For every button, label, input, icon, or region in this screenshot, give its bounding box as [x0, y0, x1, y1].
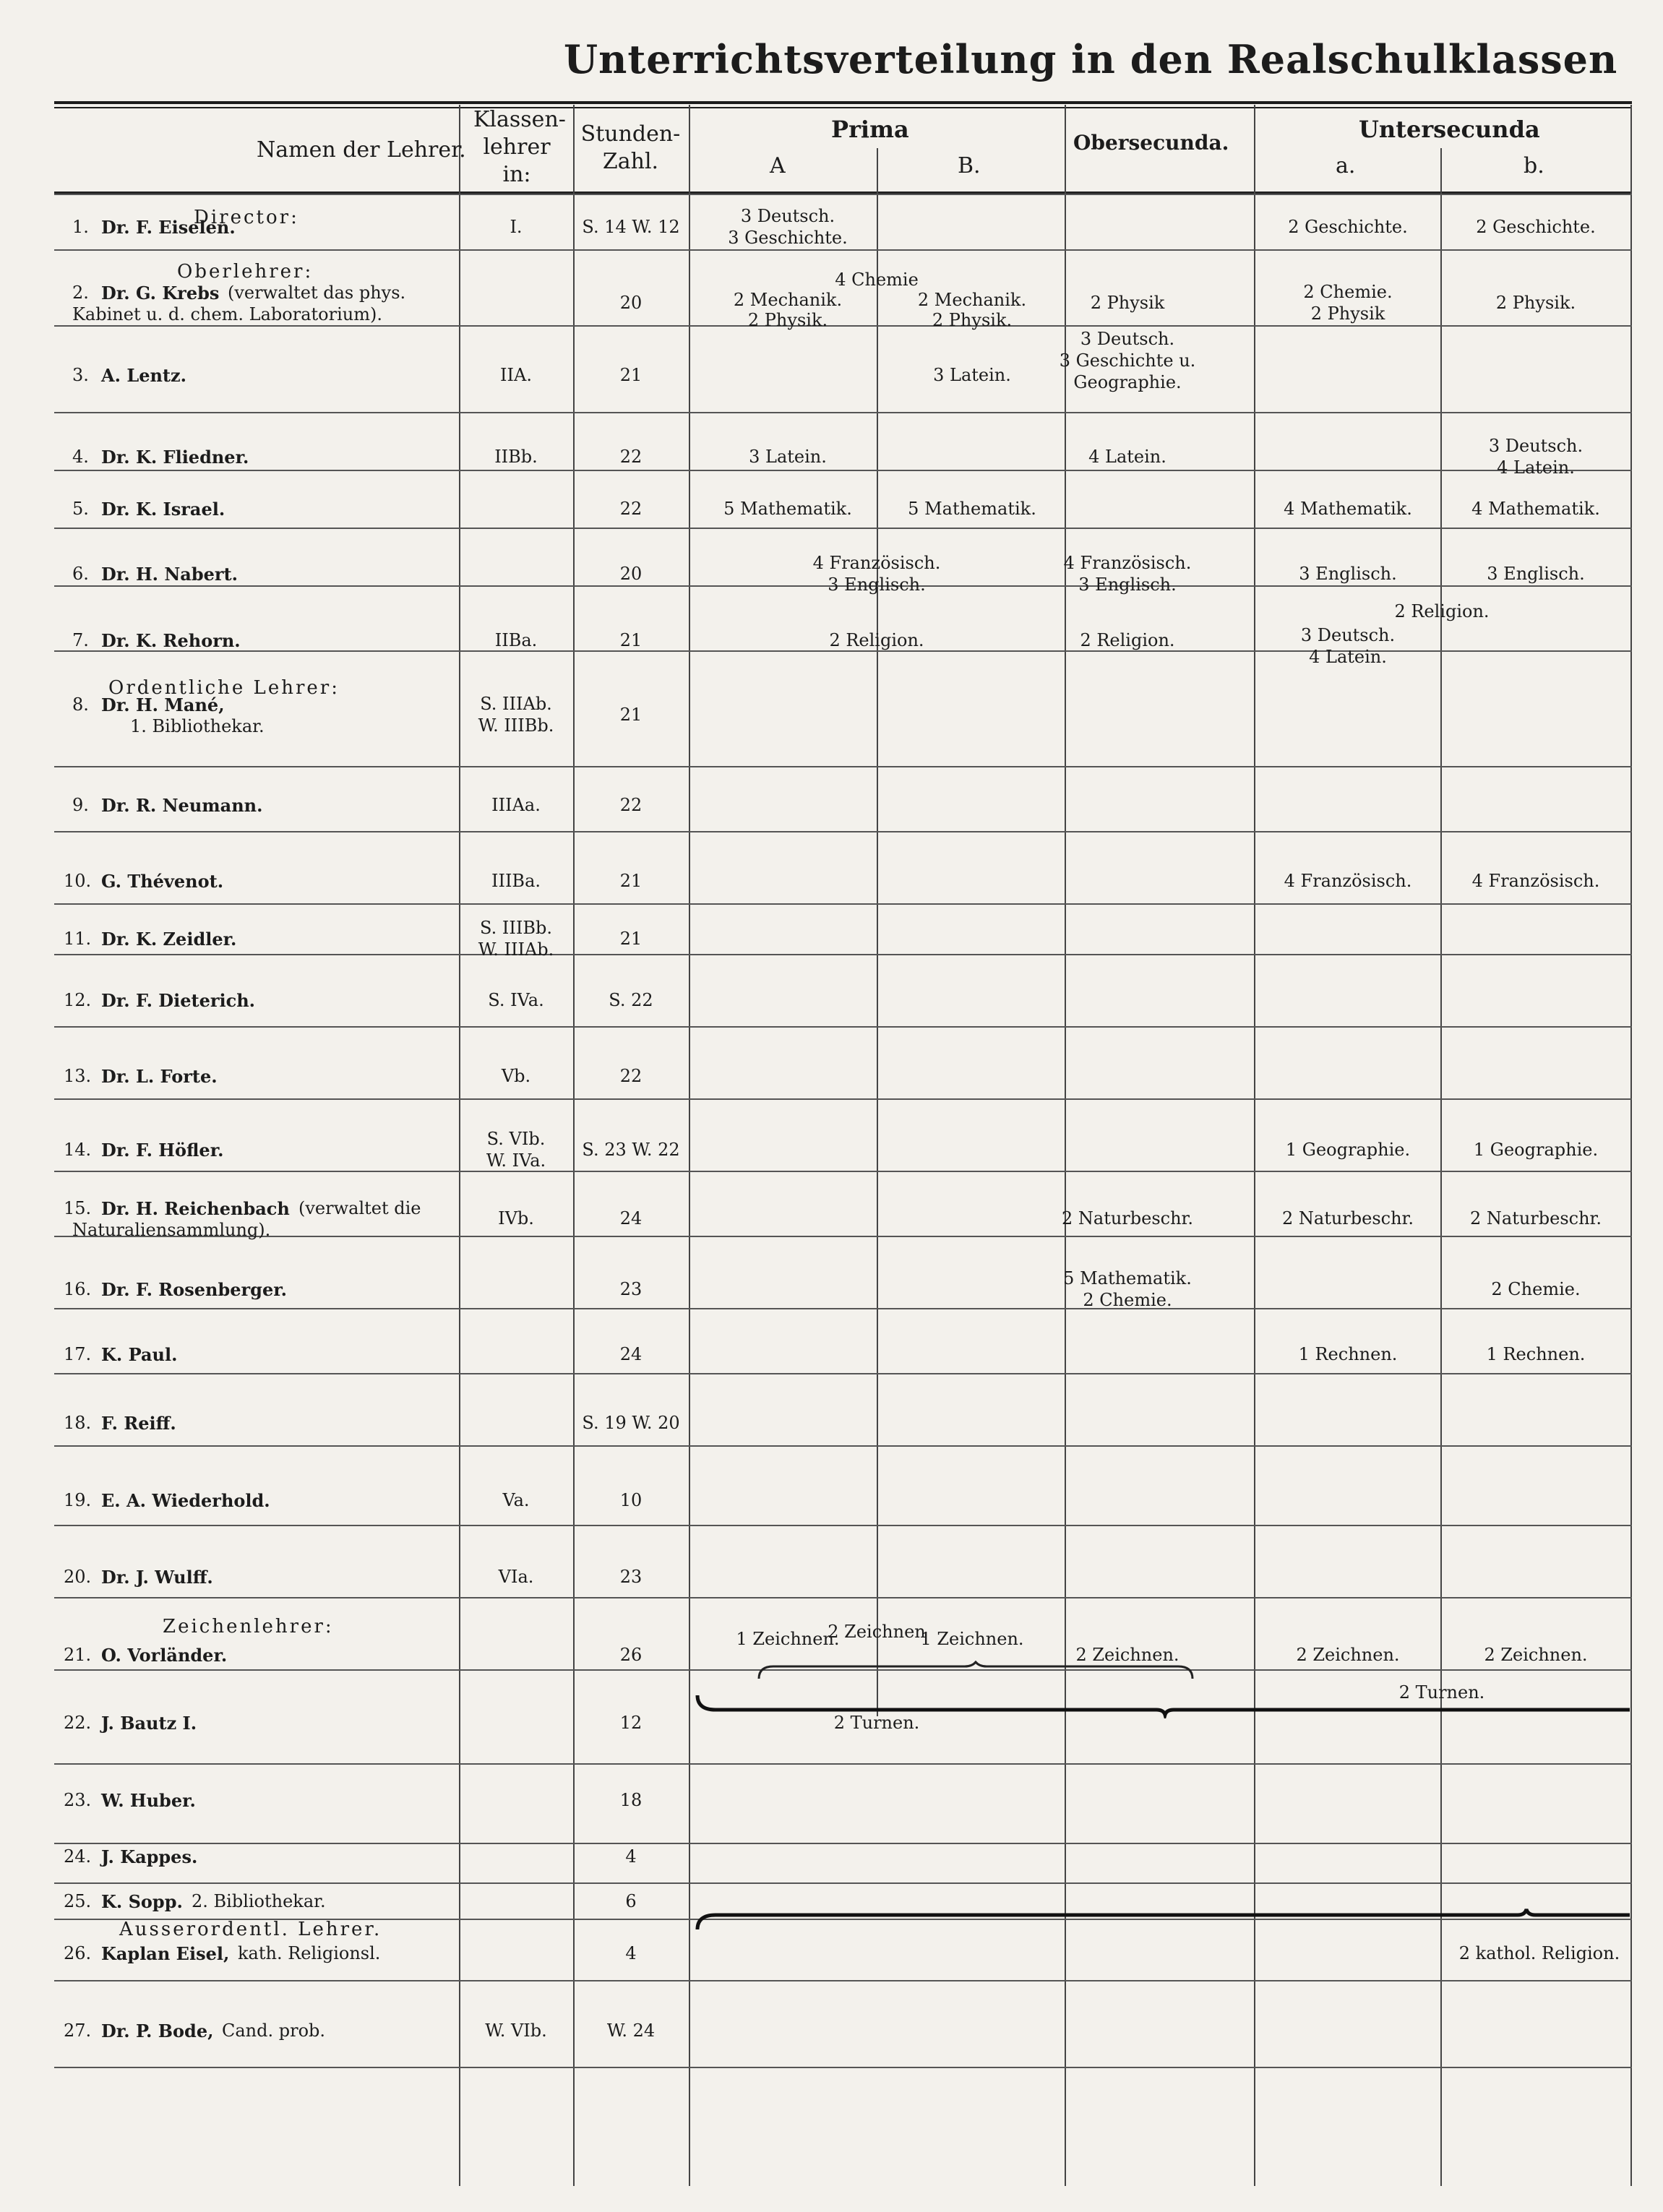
row-separator	[54, 194, 1632, 195]
teacher-name: Dr. K. Fliedner.	[101, 447, 249, 468]
header-prima-a: A	[770, 153, 786, 178]
row-separator	[54, 1373, 1632, 1374]
col-rule-6	[1630, 105, 1632, 2186]
header-klassenlehrer-3: in:	[502, 162, 531, 187]
stundenzahl-value: S. 22	[609, 990, 653, 1010]
obersecunda-subject: 4 Latein.	[1088, 447, 1166, 467]
row-separator	[54, 325, 1632, 327]
untersecunda-subject: 2 Religion.	[1394, 601, 1490, 621]
teacher-name: Kaplan Eisel,	[101, 1943, 230, 1964]
untersecunda-b-subject: 2 Naturbeschr.	[1469, 1208, 1602, 1228]
obersecunda-subject: 3 Deutsch.	[1080, 329, 1175, 349]
row-separator	[54, 1843, 1632, 1844]
teacher-number: 24.	[64, 1846, 92, 1867]
row-separator	[54, 1171, 1632, 1172]
section-ausserordentl: Ausserordentl. Lehrer.	[119, 1919, 382, 1940]
teacher-note: (verwaltet das phys.	[228, 283, 406, 303]
klassenlehrer-value: VIa.	[498, 1567, 534, 1587]
klassenlehrer-value: Vb.	[501, 1066, 531, 1086]
teacher-number: 18.	[64, 1413, 92, 1433]
untersecunda-a-subject: 3 Deutsch.	[1300, 625, 1396, 645]
header-stunden-2: Zahl.	[602, 149, 659, 174]
teacher-name: Dr. F. Dieterich.	[101, 990, 256, 1011]
teacher-note: Naturaliensammlung).	[72, 1220, 271, 1240]
teacher-number: 20.	[64, 1567, 92, 1587]
row-separator	[54, 1882, 1632, 1884]
teacher-number: 22.	[64, 1713, 92, 1733]
header-klassenlehrer-1: Klassen-	[473, 107, 566, 132]
untersecunda-a-subject: 2 Naturbeschr.	[1281, 1208, 1414, 1228]
teacher-number: 27.	[64, 2021, 92, 2041]
section-zeichenlehrer: Zeichenlehrer:	[163, 1616, 334, 1638]
teacher-name: Dr. K. Zeidler.	[101, 929, 237, 950]
teacher-name: Dr. F. Rosenberger.	[101, 1279, 288, 1300]
row-separator	[54, 1098, 1632, 1100]
klassenlehrer-value: I.	[510, 217, 523, 237]
row-separator	[54, 1308, 1632, 1309]
klassenlehrer-value: W. IIIAb.	[478, 939, 554, 960]
teacher-number: 16.	[64, 1279, 92, 1299]
stundenzahl-value: S. 14 W. 12	[582, 217, 680, 237]
teacher-number: 9.	[72, 795, 89, 815]
untersecunda-a-subject: 1 Geographie.	[1285, 1140, 1411, 1160]
klassenlehrer-value: S. IIIAb.	[480, 694, 552, 714]
untersecunda-b-subject: 4 Latein.	[1497, 457, 1575, 478]
untersecunda-a-subject: 2 Geschichte.	[1288, 217, 1408, 237]
teacher-number: 25.	[64, 1891, 92, 1911]
teacher-name: Dr. F. Höfler.	[101, 1140, 224, 1161]
teacher-number: 10.	[64, 871, 92, 891]
prima-turnen-brace	[755, 1661, 1196, 1682]
col-rule-unter-mid	[1440, 148, 1442, 2186]
prima-subject: 4 Chemie	[835, 270, 919, 290]
prima-a-subject: 1 Zeichnen.	[736, 1629, 840, 1649]
prima-a-subject: 2 Mechanik.	[733, 290, 843, 310]
teacher-name: K. Sopp.	[101, 1891, 183, 1912]
stundenzahl-value: 4	[625, 1943, 637, 1963]
teacher-name: K. Paul.	[101, 1344, 178, 1365]
stundenzahl-value: 21	[619, 630, 643, 650]
teacher-number: 11.	[64, 929, 92, 949]
obersecunda-subject: 5 Mathematik.	[1063, 1268, 1192, 1288]
col-rule-prima-mid	[877, 148, 878, 1716]
header-untersecunda: Untersecunda	[1359, 116, 1540, 143]
klassenlehrer-value: IIBa.	[494, 630, 538, 650]
teacher-number: 23.	[64, 1790, 92, 1810]
untersecunda-b-subject: 1 Rechnen.	[1486, 1344, 1586, 1364]
header-untersecunda-b: b.	[1524, 153, 1544, 178]
row-separator	[54, 1525, 1632, 1526]
teacher-name: Dr. L. Forte.	[101, 1066, 218, 1087]
teacher-name: J. Bautz I.	[101, 1713, 197, 1734]
row-separator	[54, 954, 1632, 955]
teacher-number: 26.	[64, 1943, 92, 1963]
untersecunda-subject: 2 Turnen.	[1398, 1682, 1485, 1703]
klassenlehrer-value: Va.	[502, 1490, 530, 1510]
stundenzahl-value: 22	[619, 1066, 643, 1086]
header-stunden-1: Stunden-	[580, 121, 681, 147]
col-rule-3	[689, 105, 690, 2186]
teacher-number: 8.	[72, 694, 89, 715]
teacher-number: 6.	[72, 564, 89, 584]
teacher-number: 7.	[72, 630, 89, 650]
stundenzahl-value: 24	[619, 1344, 643, 1364]
row-separator	[54, 1026, 1632, 1028]
teacher-number: 13.	[64, 1066, 92, 1086]
stundenzahl-value: S. 23 W. 22	[582, 1140, 680, 1160]
teacher-number: 5.	[72, 499, 89, 519]
teacher-number: 14.	[64, 1140, 92, 1160]
klassenlehrer-value: S. IIIBb.	[480, 918, 552, 938]
header-prima-b: B.	[958, 153, 981, 178]
row-separator	[54, 249, 1632, 251]
stundenzahl-value: 26	[619, 1645, 643, 1665]
teacher-name: G. Thévenot.	[101, 871, 224, 892]
klassenlehrer-value: W. VIb.	[485, 2021, 547, 2041]
teacher-name: Dr. F. Eiselen.	[101, 217, 236, 238]
teacher-name: F. Reiff.	[101, 1413, 176, 1434]
prima-a-subject: 3 Deutsch.	[740, 206, 835, 226]
stundenzahl-value: 22	[619, 447, 643, 467]
turnen-brace	[694, 1690, 1633, 1718]
teacher-name: E. A. Wiederhold.	[101, 1490, 270, 1511]
stundenzahl-value: 23	[619, 1279, 643, 1299]
stundenzahl-value: 6	[625, 1891, 637, 1911]
stundenzahl-value: 22	[619, 499, 643, 519]
teacher-note: 2. Bibliothekar.	[192, 1891, 326, 1911]
header-klassenlehrer-2: lehrer	[483, 134, 551, 160]
header-names: Namen der Lehrer.	[257, 137, 466, 163]
col-rule-2	[573, 105, 575, 2186]
prima-b-subject: 5 Mathematik.	[908, 499, 1036, 519]
klassenlehrer-value: S. VIb.	[486, 1129, 546, 1149]
stundenzahl-value: 21	[619, 365, 643, 385]
untersecunda-a-subject: 4 Mathematik.	[1284, 499, 1412, 519]
obersecunda-subject: 2 Chemie.	[1083, 1290, 1172, 1310]
teacher-name: Dr. G. Krebs	[101, 283, 220, 304]
teacher-name: Dr. K. Israel.	[101, 499, 225, 520]
stundenzahl-value: 18	[619, 1790, 643, 1810]
teacher-note: Kabinet u. d. chem. Laboratorium).	[72, 304, 382, 324]
teacher-number: 19.	[64, 1490, 92, 1510]
prima-a-subject: 2 Physik.	[747, 310, 828, 330]
stundenzahl-value: 22	[619, 795, 643, 815]
prima-a-subject: 3 Geschichte.	[728, 228, 848, 248]
stundenzahl-value: 24	[619, 1208, 643, 1228]
teacher-number: 21.	[64, 1645, 92, 1665]
untersecunda-b-subject: 2 Zeichnen.	[1484, 1645, 1588, 1665]
untersecunda-b-subject: 4 Französisch.	[1471, 871, 1600, 891]
teacher-name: Dr. R. Neumann.	[101, 795, 263, 816]
stundenzahl-value: 21	[619, 929, 643, 949]
section-director: Director:	[194, 207, 299, 228]
row-separator	[54, 528, 1632, 529]
teacher-number: 4.	[72, 447, 89, 467]
untersecunda-a-subject: 4 Latein.	[1309, 647, 1387, 667]
untersecunda-b-subject: 3 Englisch.	[1487, 564, 1585, 584]
col-rule-5	[1254, 105, 1255, 2186]
row-separator	[54, 1597, 1632, 1598]
teacher-note: 1. Bibliothekar.	[130, 716, 265, 736]
prima-b-subject: 2 Mechanik.	[917, 290, 1027, 310]
stundenzahl-value: W. 24	[606, 2021, 656, 2041]
klassenlehrer-value: IIIBa.	[491, 871, 541, 891]
stundenzahl-value: 23	[619, 1567, 643, 1587]
klassenlehrer-value: IIA.	[500, 365, 532, 385]
col-rule-1	[459, 105, 460, 2186]
top-rule-thin	[54, 107, 1632, 108]
row-separator	[54, 1236, 1632, 1237]
teacher-name: Dr. J. Wulff.	[101, 1567, 213, 1588]
teacher-number: 17.	[64, 1344, 92, 1364]
teacher-note: Cand. prob.	[222, 2021, 326, 2041]
row-separator	[54, 1445, 1632, 1447]
row-separator	[54, 1980, 1632, 1981]
klassenlehrer-value: W. IIIBb.	[478, 715, 554, 736]
row-separator	[54, 831, 1632, 832]
untersecunda-b-subject: 1 Geographie.	[1473, 1140, 1599, 1160]
untersecunda-b-subject: 4 Mathematik.	[1471, 499, 1600, 519]
teacher-number: 1.	[72, 217, 89, 237]
prima-a-subject: 3 Latein.	[749, 447, 827, 467]
untersecunda-b-subject: 2 Physik.	[1495, 293, 1576, 313]
teacher-note: kath. Religionsl.	[238, 1943, 381, 1963]
teacher-number: 3.	[72, 365, 89, 385]
teacher-name: A. Lentz.	[101, 365, 186, 386]
religion-brace	[694, 1908, 1633, 1937]
stundenzahl-value: 21	[619, 871, 643, 891]
untersecunda-b-subject: 2 Geschichte.	[1476, 217, 1596, 237]
prima-subject: 2 Zeichnen	[828, 1622, 926, 1642]
page-title: Unterrichtsverteilung in den Realschulklassen	[564, 36, 1618, 82]
stundenzahl-value: 4	[625, 1846, 637, 1867]
untersecunda-subject: 2 kathol. Religion.	[1458, 1943, 1620, 1963]
teacher-number: 12.	[64, 990, 92, 1010]
teacher-name: J. Kappes.	[101, 1846, 198, 1867]
col-rule-4	[1065, 105, 1066, 2186]
header-obersecunda: Obersecunda.	[1073, 131, 1229, 155]
teacher-name: O. Vorländer.	[101, 1645, 228, 1666]
untersecunda-a-subject: 1 Rechnen.	[1298, 1344, 1398, 1364]
obersecunda-subject: 2 Naturbeschr.	[1061, 1208, 1194, 1228]
untersecunda-b-subject: 2 Chemie.	[1491, 1279, 1581, 1299]
row-separator	[54, 2067, 1632, 2068]
teacher-name: Dr. H. Reichenbach	[101, 1198, 290, 1219]
obersecunda-subject: 4 Französisch.	[1063, 553, 1192, 573]
teacher-name: Dr. H. Nabert.	[101, 564, 238, 585]
untersecunda-a-subject: 2 Zeichnen.	[1296, 1645, 1400, 1665]
klassenlehrer-value: W. IVa.	[486, 1150, 546, 1171]
untersecunda-a-subject: 4 Französisch.	[1284, 871, 1412, 891]
prima-subject: 2 Turnen.	[833, 1713, 920, 1733]
teacher-number: 2.	[72, 283, 89, 303]
klassenlehrer-value: S. IVa.	[488, 990, 544, 1010]
obersecunda-subject: 2 Zeichnen.	[1075, 1645, 1179, 1665]
stundenzahl-value: 20	[619, 293, 643, 313]
klassenlehrer-value: IVb.	[498, 1208, 534, 1228]
untersecunda-a-subject: 2 Physik	[1310, 304, 1385, 324]
top-rule	[54, 101, 1632, 104]
prima-subject: 3 Englisch.	[828, 574, 926, 595]
prima-b-subject: 1 Zeichnen.	[920, 1629, 1024, 1649]
row-separator	[54, 412, 1632, 413]
row-separator	[54, 1763, 1632, 1765]
teacher-note: (verwaltet die	[298, 1198, 421, 1218]
obersecunda-subject: 2 Physik	[1090, 293, 1165, 313]
obersecunda-subject: 2 Religion.	[1080, 630, 1175, 650]
teacher-number: 15.	[64, 1198, 92, 1218]
untersecunda-b-subject: 3 Deutsch.	[1488, 436, 1583, 456]
untersecunda-a-subject: 3 Englisch.	[1299, 564, 1397, 584]
teacher-name: W. Huber.	[101, 1790, 196, 1811]
stundenzahl-value: 12	[619, 1713, 643, 1733]
teacher-name: Dr. H. Mané,	[101, 694, 225, 715]
prima-subject: 4 Französisch.	[812, 553, 941, 573]
section-ordentliche: Ordentliche Lehrer:	[108, 677, 340, 699]
row-separator	[54, 470, 1632, 471]
obersecunda-subject: 3 Geschichte u.	[1059, 350, 1196, 371]
section-oberlehrer: Oberlehrer:	[177, 261, 314, 283]
prima-b-subject: 3 Latein.	[933, 365, 1011, 385]
teacher-name: Dr. P. Bode,	[101, 2021, 214, 2041]
row-separator	[54, 903, 1632, 905]
obersecunda-subject: 3 Englisch.	[1078, 574, 1177, 595]
row-separator	[54, 766, 1632, 767]
klassenlehrer-value: IIIAa.	[491, 795, 541, 815]
prima-subject: 2 Religion.	[829, 630, 924, 650]
stundenzahl-value: 21	[619, 705, 643, 725]
stundenzahl-value: S. 19 W. 20	[582, 1413, 680, 1433]
stundenzahl-value: 20	[619, 564, 643, 584]
stundenzahl-value: 10	[619, 1490, 643, 1510]
header-prima: Prima	[831, 116, 909, 143]
untersecunda-a-subject: 2 Chemie.	[1303, 282, 1393, 302]
prima-b-subject: 2 Physik.	[932, 310, 1013, 330]
obersecunda-subject: Geographie.	[1073, 372, 1182, 392]
klassenlehrer-value: IIBb.	[494, 447, 538, 467]
header-untersecunda-a: a.	[1336, 153, 1356, 178]
teacher-name: Dr. K. Rehorn.	[101, 630, 241, 651]
prima-a-subject: 5 Mathematik.	[723, 499, 852, 519]
